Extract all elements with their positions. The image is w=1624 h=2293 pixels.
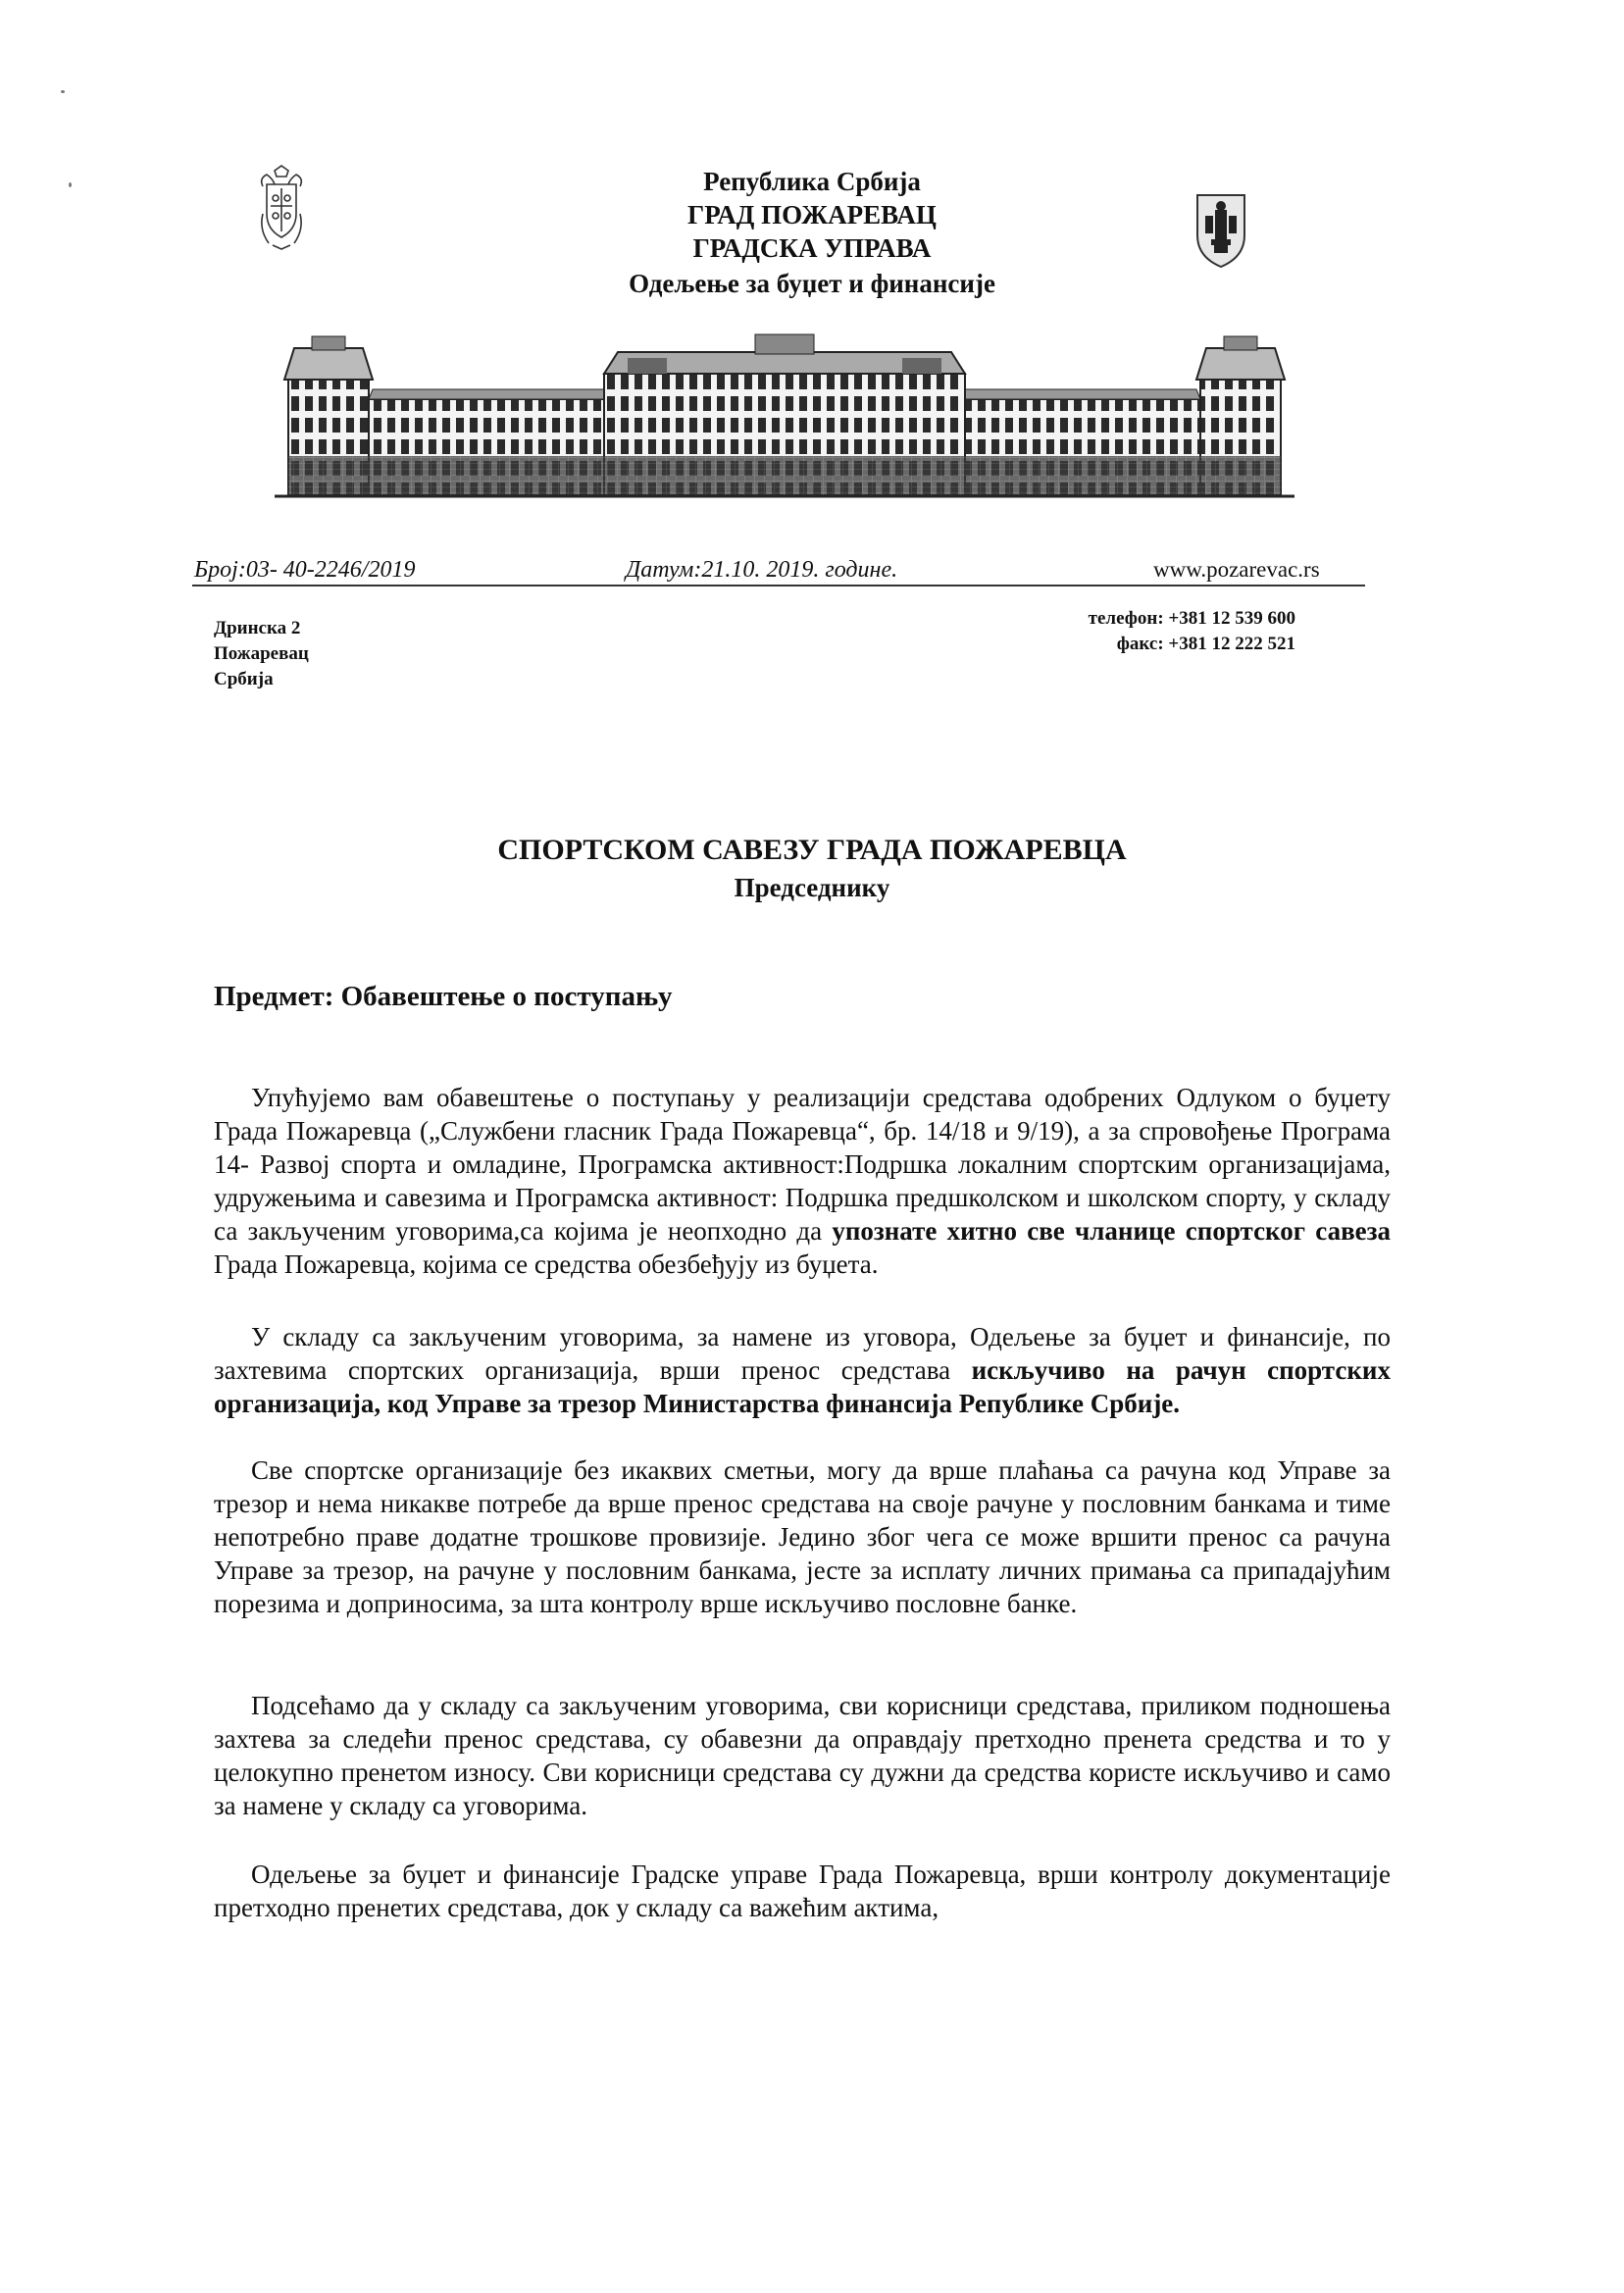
address-city: Пожаревац [214,643,309,664]
letterhead-administration: ГРАДСКА УПРАВА [692,233,932,263]
sender-address [214,616,309,692]
body-paragraph-5: Одељење за буџет и финансије Градске управе Града Пожаревца, врши контролу документације претходно пренетих средстава, док у складу са важећим актима, [214,1860,1391,1922]
recipient-organization: СПОРТСКОМ САВЕЗУ ГРАДА ПОЖАРЕВЦА [497,834,1127,866]
letter-subject: Предмет: Обавештење о поступању [214,981,673,1012]
letterhead-department: Одељење за буџет и финансије [629,269,995,298]
letterhead-city: ГРАД ПОЖАРЕВАЦ [687,200,937,229]
letterhead-republic: Република Србија [703,167,921,196]
address-street: Дринска 2 [214,618,301,638]
body-paragraph-3: Све спортске организације без икаквих сметњи, могу да врше плаћања са рачуна код Управе за трезор и нема никакве потребе да врше пренос средстава на своје рачуне у пословним банкама и тиме непотребно праве додатне трошкове провизије. Једино због чега се може вршити пренос са рачуна Управе за трезор, на рачуне у пословним банкама, јесте за исплату личних примања са припадајућим порезима и доприносима, за шта контролу врше искључиво пословне банке. [214,1455,1391,1618]
emphasis-treasury-accounts: искључиво на рачун спортских организација, код Управе за трезор Министарства финансија Републике Србије. [214,1355,1391,1418]
emphasis-inform-members: упознате хитно све чланице спортског савеза [832,1216,1391,1246]
scan-speck [61,90,65,93]
website-link[interactable]: www.pozarevac.rs [1153,557,1320,582]
header-divider [192,585,1365,586]
city-hall-building-illustration [275,329,1294,500]
sender-contact [1089,606,1295,657]
address-country: Србија [214,669,274,689]
document-number: Број:03- 40-2246/2019 [194,557,416,583]
body-paragraph-2: У складу са закљученим уговорима, за намене из уговора, Одељење за буџет и финансије, по захтевима спортских организација, врши пренос средстава искључиво на рачун спортских организација, код Управе за трезор Министарства финансија Републике Србије. [214,1322,1391,1418]
document-date: Датум:21.10. 2019. године. [626,557,898,583]
contact-fax: факс: +381 12 222 521 [1116,634,1295,654]
contact-phone: телефон: +381 12 539 600 [1088,608,1295,629]
recipient-title: Председнику [734,873,890,902]
body-paragraph-1: Упућујемо вам обавештење о поступању у реализацији средстава одобрених Одлуком о буџету Града Пожаревца („Службени гласник Града Пожаревца“, бр. 14/18 и 9/19), а за спровођење Програма 14- Развој спорта и омладине, Програмска активност:Подршка локалним спортским организацијама, удружењима и савезима и Програмска активност: Подршка предшколском и школском спорту, у складу са закљученим уговорима,са којима је неопходно да упознате хитно све чланице спортског савеза Града Пожаревца, којима се средства обезбеђују из буџета. [214,1083,1391,1279]
body-paragraph-4: Подсећамо да у складу са закљученим уговорима, сви корисници средстава, приликом подношења захтева за следећи пренос средстава, су обавезни да оправдају претходно пренета средства и то у целокупно пренетом износу. Сви корисници средстава су дужни да средства користе искључиво и само за намене у складу са уговорима. [214,1691,1391,1820]
